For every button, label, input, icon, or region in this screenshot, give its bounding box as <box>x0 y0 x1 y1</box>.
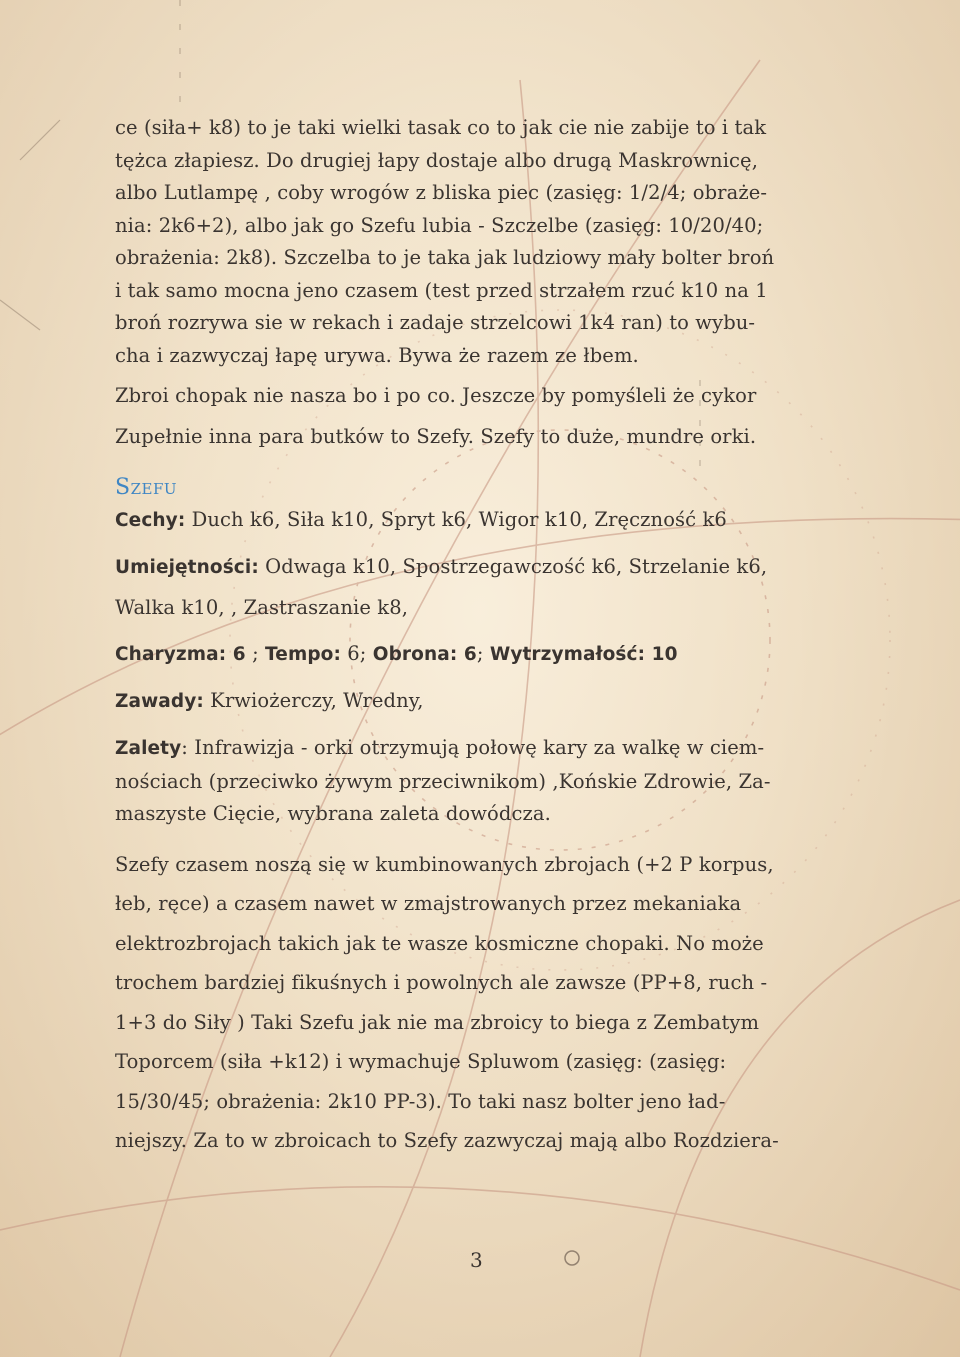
edges-row <box>115 732 845 766</box>
bosses-paragraph: Zupełnie inna para butków to Szefy. Szefy to duże, mundre orki. <box>115 424 757 448</box>
separator: ; <box>245 642 266 665</box>
text-line: trochem bardziej fikuśnych i powolnych ale zawsze (PP+8, ruch - <box>115 971 768 994</box>
derived-stats-row <box>115 638 845 671</box>
separator: ; <box>476 642 490 665</box>
text-line: 1+3 do Siły ) Taki Szefu jak nie ma zbroicy to biega z Zembatym <box>115 1010 760 1034</box>
hindrances-value: Krwiożerczy, Wredny, <box>203 689 424 712</box>
traits-row <box>115 504 845 537</box>
text-line: broń rozrywa sie w rekach i zadaje strzelcowi 1k4 ran) to wybu- <box>115 311 756 334</box>
skills-value: Odwaga k10, Spostrzegawczość k6, Strzelanie k6, <box>258 555 768 578</box>
text-line: Toporcem (siła +k12) i wymachuje Spluwom (zasięg: (zasięg: <box>115 1050 727 1073</box>
text-line: nościach (przeciwko żywym przeciwnikom) ,Końskie Zdrowie, Za- <box>115 769 771 793</box>
pace-label: Tempo: <box>265 644 341 665</box>
text-line: maszyste Cięcie, wybrana zaleta dowódcza. <box>115 802 551 825</box>
charisma-label: Charyzma: 6 <box>115 644 246 665</box>
text-line: łeb, ręce) a czasem nawet w zmajstrowanych przez mekaniaka <box>115 892 742 915</box>
text-line: cha i zazwyczaj łapę urywa. Bywa że razem ze łbem. <box>115 343 639 367</box>
pace-value: 6; <box>340 642 373 665</box>
text-line: i tak samo mocna jeno czasem (test przed strzałem rzuć k10 na 1 <box>115 278 768 302</box>
skills-label: Umiejętności: <box>115 557 259 578</box>
edges-label: Zalety <box>115 738 182 759</box>
armor-paragraph: Zbroi chopak nie nasza bo i po co. Jeszcze by pomyśleli że cykor <box>115 384 757 407</box>
text-line: obrażenia: 2k8). Szczelba to je taka jak ludziowy mały bolter broń <box>115 246 775 269</box>
skills-row <box>115 551 845 584</box>
text-line: nia: 2k6+2), albo jak go Szefu lubia - Szczelbe (zasięg: 10/20/40; <box>115 213 764 237</box>
section-heading: Szefu <box>115 475 177 500</box>
text-line: niejszy. Za to w zbroicach to Szefy zazwyczaj mają albo Rozdziera- <box>115 1129 779 1152</box>
text-line: ce (siła+ k8) to je taki wielki tasak co to jak cie nie zabije to i tak <box>115 116 767 139</box>
text-line: Szefy czasem noszą się w kumbinowanych zbrojach (+2 P korpus, <box>115 852 774 876</box>
text-line: 15/30/45; obrażenia: 2k10 PP-3). To taki nasz bolter jeno ład- <box>115 1089 726 1113</box>
text-line: tężca złapiesz. Do drugiej łapy dostaje albo drugą Maskrownicę, <box>115 148 758 172</box>
text-line: albo Lutlampę , coby wrogów z bliska piec (zasięg: 1/2/4; obraże- <box>115 181 768 204</box>
traits-value: Duch k6, Siła k10, Spryt k6, Wigor k10, Zręczność k6 <box>185 508 727 531</box>
toughness-label: Wytrzymałość: 10 <box>489 644 678 665</box>
stat-block <box>115 504 845 831</box>
edges-value: : Infrawizja - orki otrzymują połowę kary za walkę w ciem- <box>181 736 765 759</box>
page-number: 3 <box>470 1248 483 1272</box>
hindrances-row <box>115 685 845 718</box>
text-line: elektrozbrojach takich jak te wasze kosmiczne chopaki. No może <box>115 931 764 955</box>
gear-paragraph <box>115 845 845 1161</box>
skills-row-continued: Walka k10, , Zastraszanie k8, <box>115 596 409 619</box>
page-content <box>115 112 845 1161</box>
hindrances-label: Zawady: <box>115 691 204 712</box>
parry-label: Obrona: 6 <box>372 644 477 665</box>
intro-paragraph <box>115 112 845 372</box>
traits-label: Cechy: <box>115 510 186 531</box>
